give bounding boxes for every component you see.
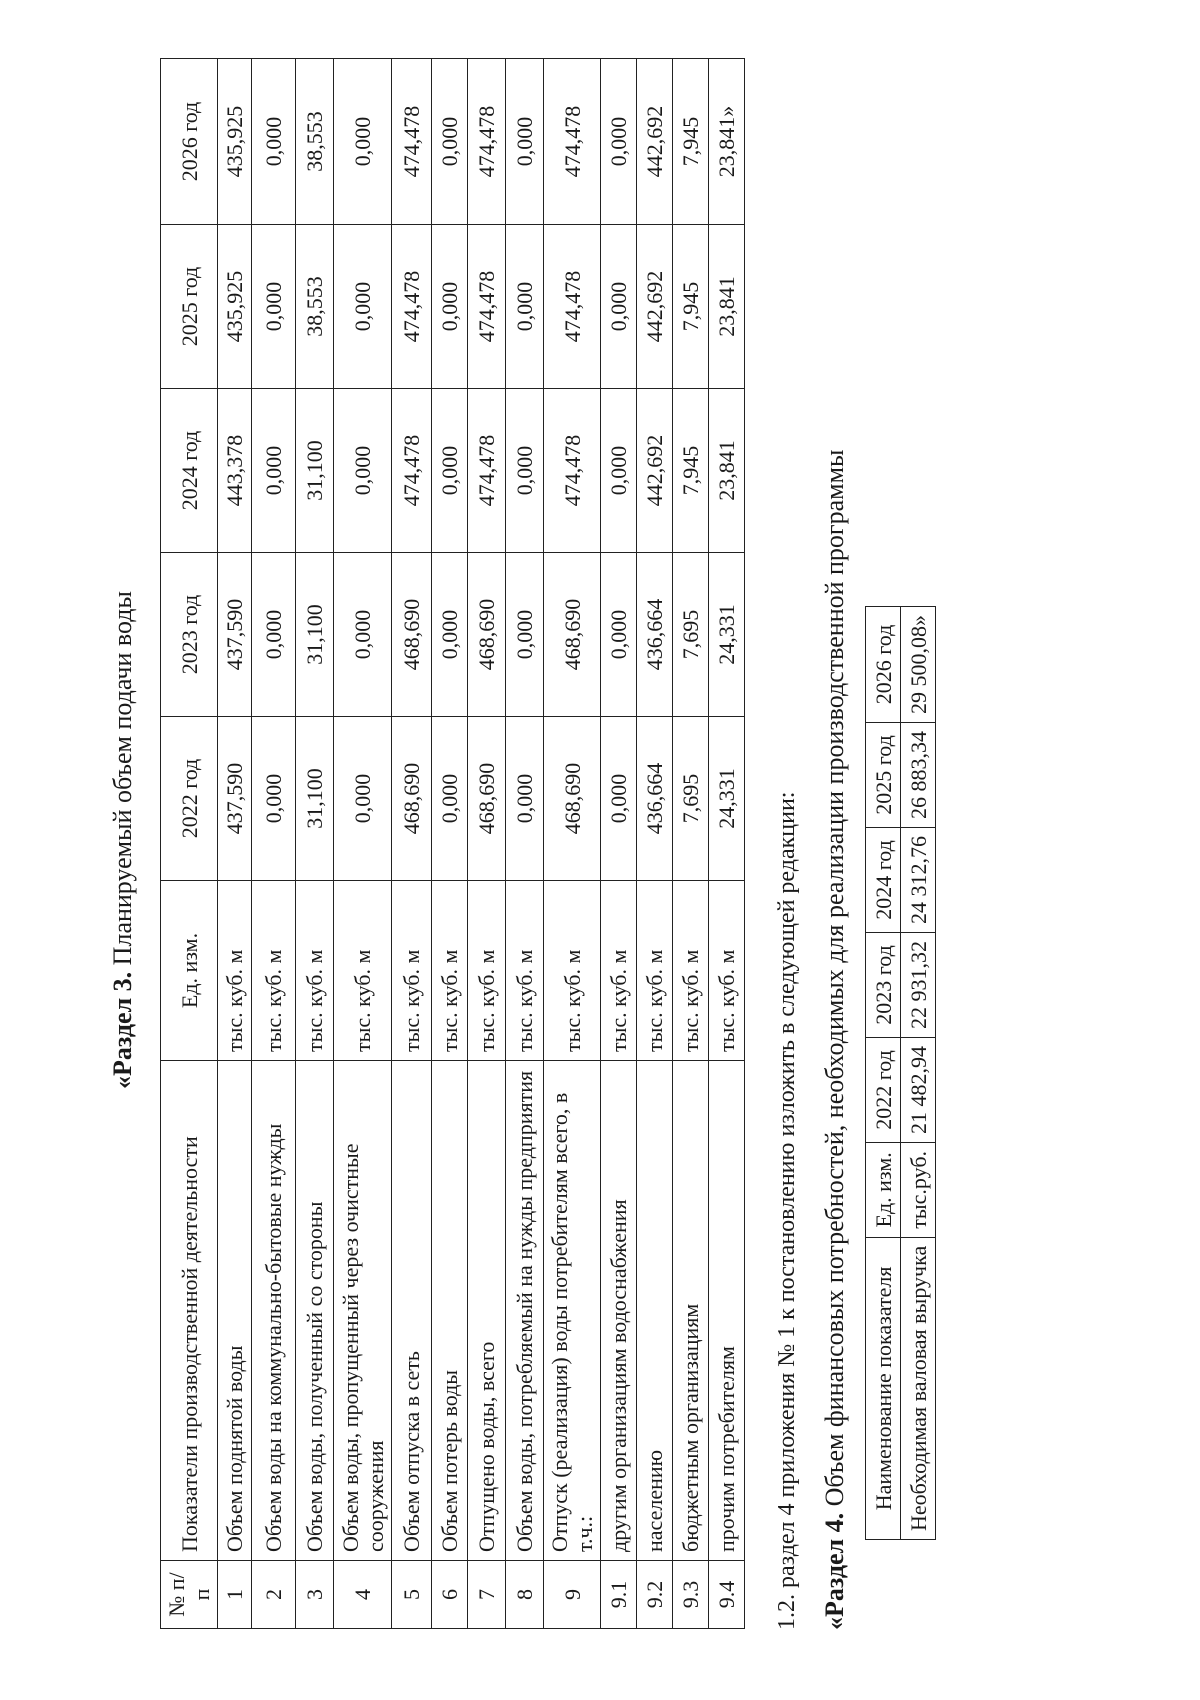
row-value-2023: 0,000: [334, 553, 392, 717]
table-row: [506, 59, 544, 1629]
row-value-2022: 468,690: [544, 717, 601, 881]
row-number: 1: [218, 1561, 252, 1629]
row-indicator: Отпуск (реализация) воды потребителям всего, в т.ч.:: [544, 1061, 601, 1561]
row-indicator: бюджетным организациям: [673, 1061, 709, 1561]
row-value-2026: 474,478: [468, 59, 506, 225]
row-value-2025: 0,000: [334, 225, 392, 389]
header-year-2026: 2026 год: [161, 59, 218, 225]
row-unit: тыс. куб. м: [218, 881, 252, 1061]
row-value-2025: 435,925: [218, 225, 252, 389]
row-value-2026: 474,478: [544, 59, 601, 225]
row-value-2023: 468,690: [544, 553, 601, 717]
row-unit: тыс.руб.: [901, 1142, 936, 1237]
row-value-2025: 0,000: [252, 225, 296, 389]
header-unit: Ед. изм.: [866, 1142, 901, 1237]
row-value-2025: 26 883,34: [901, 722, 936, 827]
row-indicator: Объем потерь воды: [432, 1061, 468, 1561]
row-value-2024: 0,000: [601, 389, 637, 553]
row-value-2024: 0,000: [252, 389, 296, 553]
header-indicator-name: Наименование показателя: [866, 1237, 901, 1539]
row-value-2024: 31,100: [296, 389, 334, 553]
row-value-2024: 23,841: [709, 389, 745, 553]
row-unit: тыс. куб. м: [392, 881, 432, 1061]
header-year-2022: 2022 год: [866, 1037, 901, 1142]
row-number: 9.1: [601, 1561, 637, 1629]
row-value-2023: 0,000: [506, 553, 544, 717]
row-value-2022: 0,000: [601, 717, 637, 881]
row-indicator: населению: [637, 1061, 673, 1561]
water-supply-table: [160, 58, 745, 1629]
row-indicator: Объем воды, пропущенный через очистные сооружения: [334, 1061, 392, 1561]
row-value-2026: 0,000: [334, 59, 392, 225]
row-number: 9: [544, 1561, 601, 1629]
row-value-2025: 474,478: [392, 225, 432, 389]
row-value-2022: 0,000: [432, 717, 468, 881]
table-header-row: [161, 59, 218, 1629]
section3-prefix: «Раздел 3.: [108, 971, 137, 1089]
row-unit: тыс. куб. м: [432, 881, 468, 1061]
header-year-2026: 2026 год: [866, 606, 901, 722]
row-unit: тыс. куб. м: [468, 881, 506, 1061]
row-value-2022: 31,100: [296, 717, 334, 881]
header-year-2022: 2022 год: [161, 717, 218, 881]
row-number: 4: [334, 1561, 392, 1629]
row-number: 2: [252, 1561, 296, 1629]
row-value-2025: 23,841: [709, 225, 745, 389]
section4-title: Объем финансовых потребностей, необходимых для реализации производственной программы: [820, 449, 849, 1507]
row-value-2022: 0,000: [252, 717, 296, 881]
row-indicator: другим организациям водоснабжения: [601, 1061, 637, 1561]
row-value-2023: 22 931,32: [901, 932, 936, 1037]
row-number: 8: [506, 1561, 544, 1629]
row-value-2026: 23,841»: [709, 59, 745, 225]
row-value-2026: 29 500,08»: [901, 606, 936, 722]
row-value-2026: 0,000: [432, 59, 468, 225]
row-value-2026: 0,000: [252, 59, 296, 225]
table-row: [468, 59, 506, 1629]
row-indicator: Объем воды, полученный со стороны: [296, 1061, 334, 1561]
row-value-2023: 7,695: [673, 553, 709, 717]
header-year-2023: 2023 год: [161, 553, 218, 717]
header-year-2025: 2025 год: [866, 722, 901, 827]
row-name: Необходимая валовая выручка: [901, 1237, 936, 1539]
row-unit: тыс. куб. м: [637, 881, 673, 1061]
row-number: 5: [392, 1561, 432, 1629]
row-value-2026: 435,925: [218, 59, 252, 225]
row-value-2023: 24,331: [709, 553, 745, 717]
table-row: [252, 59, 296, 1629]
row-value-2022: 0,000: [334, 717, 392, 881]
row-indicator: Объем воды, потребляемый на нужды предприятия: [506, 1061, 544, 1561]
table-row: [296, 59, 334, 1629]
row-number: 3: [296, 1561, 334, 1629]
row-value-2023: 468,690: [392, 553, 432, 717]
row-value-2024: 24 312,76: [901, 827, 936, 932]
header-indicator: Показатели производственной деятельности: [161, 1061, 218, 1561]
row-unit: тыс. куб. м: [709, 881, 745, 1061]
table-row: [673, 59, 709, 1629]
row-unit: тыс. куб. м: [334, 881, 392, 1061]
row-value-2024: 442,692: [637, 389, 673, 553]
row-value-2022: 468,690: [468, 717, 506, 881]
row-number: 7: [468, 1561, 506, 1629]
row-unit: тыс. куб. м: [506, 881, 544, 1061]
table-header-row: [866, 606, 901, 1539]
row-unit: тыс. куб. м: [252, 881, 296, 1061]
table-row: [601, 59, 637, 1629]
row-value-2024: 0,000: [506, 389, 544, 553]
table-row: [218, 59, 252, 1629]
header-no: № п/п: [161, 1561, 218, 1629]
table-row: [334, 59, 392, 1629]
row-indicator: Объем поднятой воды: [218, 1061, 252, 1561]
section3-heading: [108, 0, 138, 1690]
row-value-2026: 0,000: [506, 59, 544, 225]
row-value-2024: 474,478: [468, 389, 506, 553]
row-value-2025: 0,000: [506, 225, 544, 389]
row-number: 9.3: [673, 1561, 709, 1629]
row-unit: тыс. куб. м: [673, 881, 709, 1061]
row-value-2025: 7,945: [673, 225, 709, 389]
row-value-2026: 38,553: [296, 59, 334, 225]
row-unit: тыс. куб. м: [601, 881, 637, 1061]
amendment-paragraph: 1.2. раздел 4 приложения № 1 к постановлению изложить в следующей редакции:: [774, 791, 800, 1630]
section4-heading: [820, 449, 850, 1630]
row-value-2022: 21 482,94: [901, 1037, 936, 1142]
row-value-2026: 442,692: [637, 59, 673, 225]
table-row: [901, 606, 936, 1539]
header-year-2023: 2023 год: [866, 932, 901, 1037]
row-value-2024: 474,478: [392, 389, 432, 553]
row-value-2026: 7,945: [673, 59, 709, 225]
table-row: [544, 59, 601, 1629]
row-value-2025: 474,478: [468, 225, 506, 389]
row-value-2023: 436,664: [637, 553, 673, 717]
row-number: 9.2: [637, 1561, 673, 1629]
row-indicator: Отпущено воды, всего: [468, 1061, 506, 1561]
row-value-2024: 443,378: [218, 389, 252, 553]
row-value-2025: 474,478: [544, 225, 601, 389]
row-value-2024: 0,000: [432, 389, 468, 553]
row-value-2023: 0,000: [601, 553, 637, 717]
header-year-2024: 2024 год: [161, 389, 218, 553]
row-indicator: прочим потребителям: [709, 1061, 745, 1561]
row-value-2022: 7,695: [673, 717, 709, 881]
row-value-2025: 38,553: [296, 225, 334, 389]
row-unit: тыс. куб. м: [296, 881, 334, 1061]
row-value-2022: 24,331: [709, 717, 745, 881]
row-value-2022: 468,690: [392, 717, 432, 881]
row-value-2026: 0,000: [601, 59, 637, 225]
row-value-2023: 437,590: [218, 553, 252, 717]
row-value-2024: 7,945: [673, 389, 709, 553]
table-row: [392, 59, 432, 1629]
row-value-2025: 0,000: [601, 225, 637, 389]
row-value-2023: 0,000: [252, 553, 296, 717]
section3-title: Планируемый объем подачи воды: [108, 591, 137, 966]
row-indicator: Объем воды на коммунально-бытовые нужды: [252, 1061, 296, 1561]
row-value-2025: 442,692: [637, 225, 673, 389]
row-value-2024: 0,000: [334, 389, 392, 553]
header-unit: Ед. изм.: [161, 881, 218, 1061]
row-value-2026: 474,478: [392, 59, 432, 225]
header-year-2024: 2024 год: [866, 827, 901, 932]
row-indicator: Объем отпуска в сеть: [392, 1061, 432, 1561]
financial-needs-table: [865, 606, 936, 1540]
row-value-2023: 31,100: [296, 553, 334, 717]
header-year-2025: 2025 год: [161, 225, 218, 389]
section4-prefix: «Раздел 4.: [820, 1512, 849, 1630]
row-number: 9.4: [709, 1561, 745, 1629]
row-value-2025: 0,000: [432, 225, 468, 389]
table-row: [432, 59, 468, 1629]
row-value-2022: 0,000: [506, 717, 544, 881]
row-unit: тыс. куб. м: [544, 881, 601, 1061]
row-value-2024: 474,478: [544, 389, 601, 553]
table-row: [637, 59, 673, 1629]
table-row: [709, 59, 745, 1629]
row-value-2023: 0,000: [432, 553, 468, 717]
row-value-2022: 436,664: [637, 717, 673, 881]
row-number: 6: [432, 1561, 468, 1629]
row-value-2023: 468,690: [468, 553, 506, 717]
row-value-2022: 437,590: [218, 717, 252, 881]
